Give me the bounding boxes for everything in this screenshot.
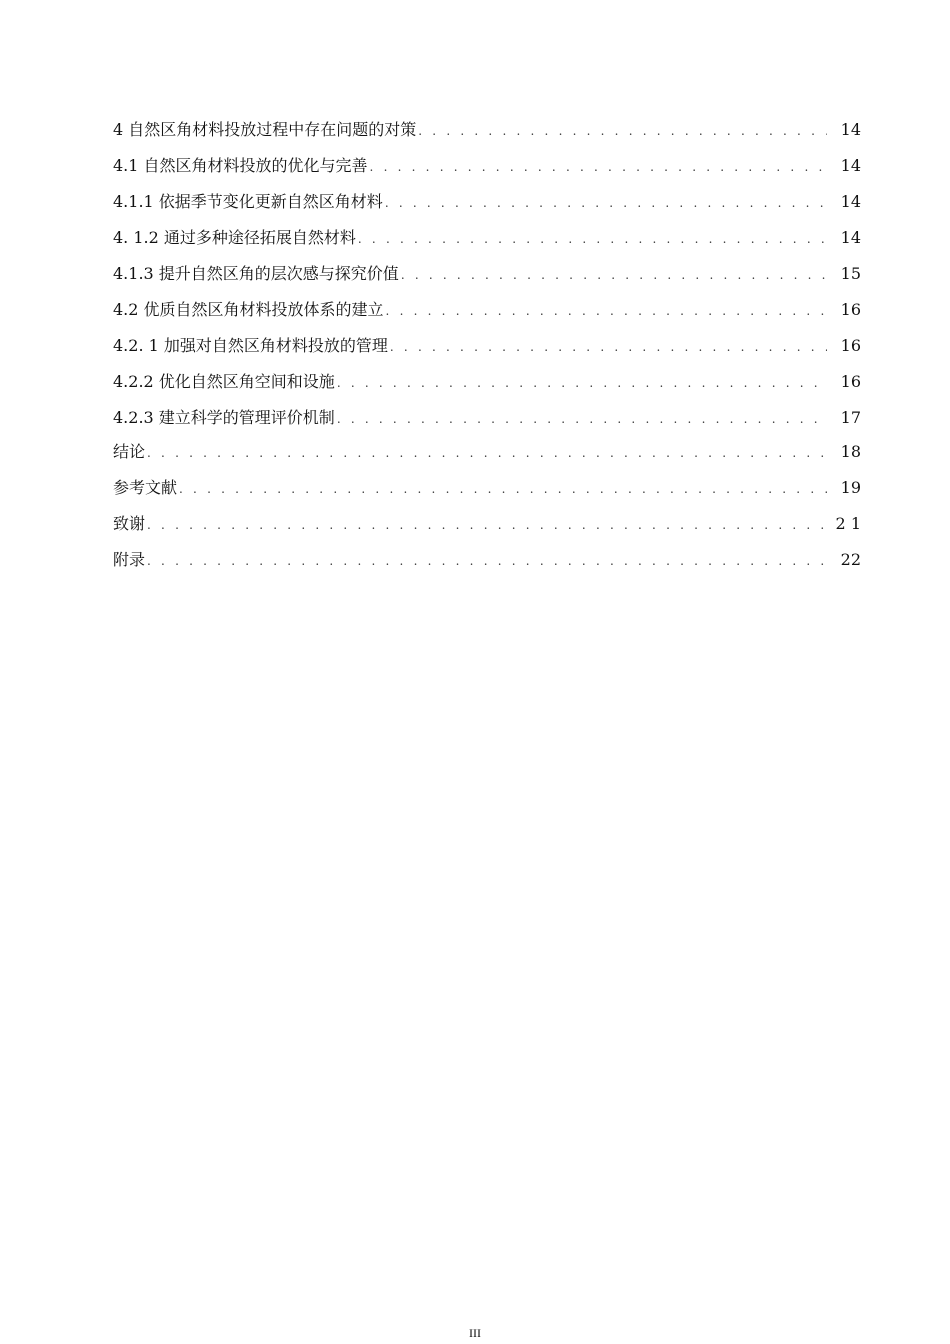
toc-entry-title: 附录 (113, 550, 146, 569)
toc-entry[interactable] (113, 406, 861, 440)
toc-leader-dots (147, 513, 826, 537)
toc-leader-dots (386, 299, 827, 323)
toc-entry-page: 15 (840, 264, 861, 283)
toc-entry-title: 4. 1.2 通过多种途径拓展自然材料 (113, 228, 356, 247)
toc-entry-title: 4.1 自然区角材料投放的优化与完善 (113, 156, 368, 175)
toc-leader-dots (337, 407, 827, 431)
toc-entry-title: 4.2.2 优化自然区角空间和设施 (113, 372, 335, 391)
toc-entry-page: 16 (840, 372, 861, 391)
toc-entry-page: 16 (840, 336, 861, 355)
toc-entry[interactable] (113, 226, 861, 262)
toc-entry-page: 2 1 (835, 514, 861, 533)
toc-entry-page: 14 (840, 192, 861, 211)
toc-leader-dots (418, 119, 827, 143)
toc-entry-page: 19 (840, 478, 861, 497)
toc-leader-dots (370, 155, 827, 179)
toc-entry-page: 14 (840, 120, 861, 139)
toc-leader-dots (390, 335, 827, 359)
toc-entry[interactable] (113, 262, 861, 298)
toc-entry-title: 4 自然区角材料投放过程中存在问题的对策 (113, 120, 417, 139)
toc-leader-dots (147, 441, 827, 465)
page-number: III (469, 1326, 481, 1340)
toc-entry-page: 17 (840, 408, 861, 427)
toc-entry[interactable] (113, 334, 861, 370)
toc-leader-dots (358, 227, 827, 251)
toc-entry-title: 4.1.3 提升自然区角的层次感与探究价值 (113, 264, 399, 283)
toc-entry-page: 14 (840, 228, 861, 247)
toc-leader-dots (147, 549, 827, 573)
toc-entry[interactable] (113, 512, 861, 548)
toc-entry-page: 22 (840, 550, 861, 569)
table-of-contents (113, 118, 861, 584)
toc-entry-title: 4.2.3 建立科学的管理评价机制 (113, 408, 335, 427)
toc-entry[interactable] (113, 118, 861, 154)
toc-entry[interactable] (113, 154, 861, 190)
toc-entry-title: 4.1.1 依据季节变化更新自然区角材料 (113, 192, 383, 211)
toc-entry[interactable] (113, 476, 861, 512)
toc-entry[interactable] (113, 548, 861, 584)
toc-entry[interactable] (113, 190, 861, 226)
toc-entry[interactable] (113, 440, 861, 476)
toc-entry-page: 18 (840, 442, 861, 461)
toc-leader-dots (385, 191, 827, 215)
toc-leader-dots (179, 477, 827, 501)
toc-entry-title: 参考文献 (113, 478, 178, 497)
toc-entry-page: 16 (840, 300, 861, 319)
toc-leader-dots (401, 263, 827, 287)
toc-entry[interactable] (113, 298, 861, 334)
toc-entry[interactable] (113, 370, 861, 406)
toc-entry-page: 14 (840, 156, 861, 175)
toc-leader-dots (337, 371, 827, 395)
toc-entry-title: 4.2. 1 加强对自然区角材料投放的管理 (113, 336, 388, 355)
toc-entry-title: 结论 (113, 442, 146, 461)
toc-entry-title: 致谢 (113, 514, 146, 533)
toc-entry-title: 4.2 优质自然区角材料投放体系的建立 (113, 300, 384, 319)
